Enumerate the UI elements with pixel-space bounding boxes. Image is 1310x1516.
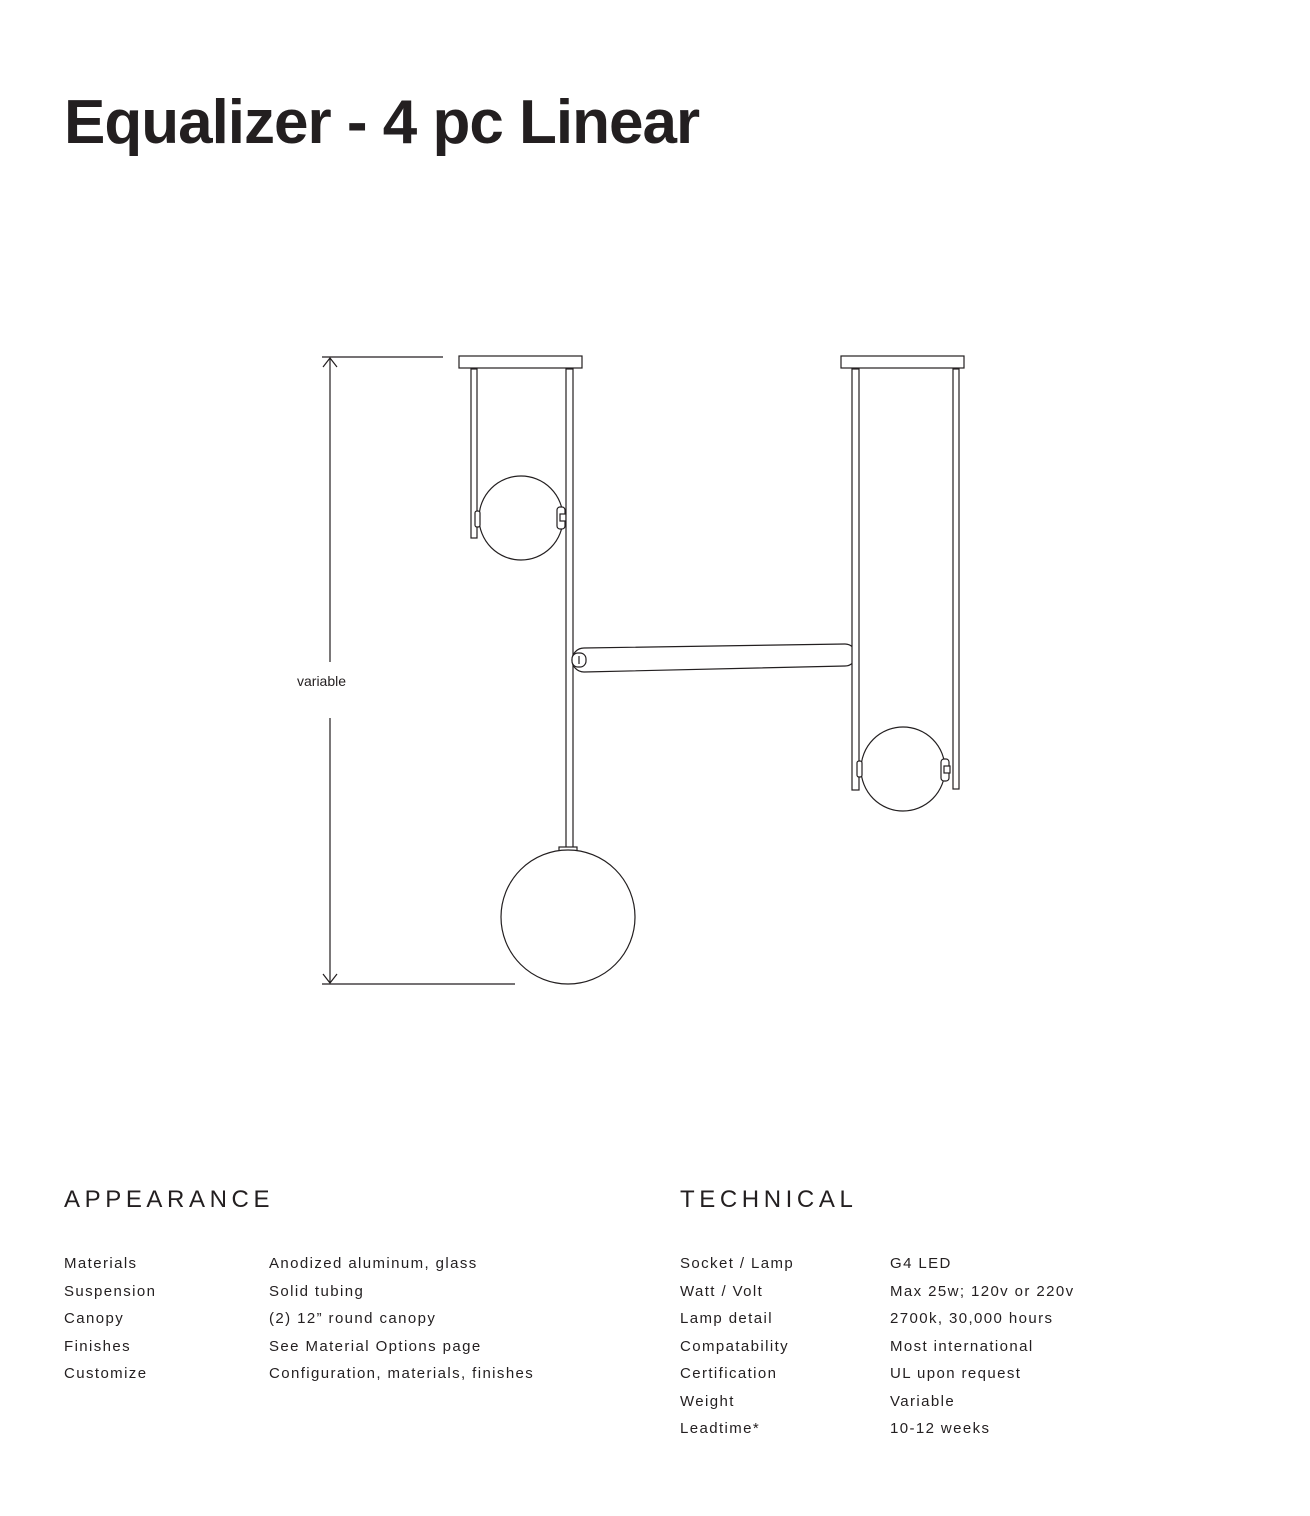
spec-value: Solid tubing xyxy=(269,1282,365,1300)
large-globe xyxy=(501,850,635,984)
spec-label: Lamp detail xyxy=(680,1310,773,1328)
spec-value: G4 LED xyxy=(890,1255,952,1273)
spec-value: Anodized aluminum, glass xyxy=(269,1255,478,1273)
spec-value: (2) 12” round canopy xyxy=(269,1310,437,1328)
dimension-indicator xyxy=(297,357,515,984)
right-rod-left xyxy=(852,369,859,790)
appearance-spec-list xyxy=(64,1250,534,1388)
spec-row-customize xyxy=(64,1360,534,1388)
left-canopy xyxy=(459,356,582,368)
spec-label: Finishes xyxy=(64,1337,132,1355)
dimension-label: variable xyxy=(297,673,347,689)
right-rod-right xyxy=(953,369,959,789)
spec-row-certification xyxy=(680,1360,1074,1388)
spec-label: Watt / Volt xyxy=(680,1282,764,1300)
spec-label: Leadtime* xyxy=(680,1420,761,1438)
spec-value: 10-12 weeks xyxy=(890,1420,991,1438)
page-title: Equalizer - 4 pc Linear xyxy=(64,88,700,157)
spec-row-weight xyxy=(680,1388,1074,1416)
socket-right-a xyxy=(857,761,862,777)
spec-value: Most international xyxy=(890,1337,1034,1355)
spec-value: 2700k, 30,000 hours xyxy=(890,1310,1054,1328)
technical-heading: TECHNICAL xyxy=(680,1186,858,1213)
spec-label: Suspension xyxy=(64,1282,157,1300)
spec-label: Materials xyxy=(64,1255,138,1273)
spec-row-compatability xyxy=(680,1333,1074,1361)
spec-row-canopy xyxy=(64,1305,534,1333)
spec-value: Configuration, materials, finishes xyxy=(269,1365,535,1383)
spec-row-leadtime xyxy=(680,1415,1074,1443)
spec-row-suspension xyxy=(64,1278,534,1306)
small-globe-right xyxy=(861,727,945,811)
spec-value: UL upon request xyxy=(890,1365,1022,1383)
spec-label: Compatability xyxy=(680,1337,790,1355)
spec-value: Max 25w; 120v or 220v xyxy=(890,1282,1075,1300)
small-globe-left xyxy=(479,476,563,560)
right-canopy xyxy=(841,356,964,368)
spec-row-materials xyxy=(64,1250,534,1278)
spec-row-socket-lamp xyxy=(680,1250,1074,1278)
spec-label: Weight xyxy=(680,1392,735,1410)
spec-label: Socket / Lamp xyxy=(680,1255,795,1273)
spec-label: Customize xyxy=(64,1365,148,1383)
horizontal-tube xyxy=(572,644,856,672)
technical-spec-list xyxy=(680,1250,1074,1443)
spec-row-finishes xyxy=(64,1333,534,1361)
spec-label: Canopy xyxy=(64,1310,125,1328)
spec-value: See Material Options page xyxy=(269,1337,482,1355)
appearance-heading: APPEARANCE xyxy=(64,1186,275,1213)
spec-value: Variable xyxy=(890,1392,956,1410)
spec-row-lamp-detail xyxy=(680,1305,1074,1333)
central-stem xyxy=(566,369,573,848)
spec-label: Certification xyxy=(680,1365,778,1383)
spec-row-watt-volt xyxy=(680,1278,1074,1306)
socket-left-a xyxy=(475,511,480,527)
